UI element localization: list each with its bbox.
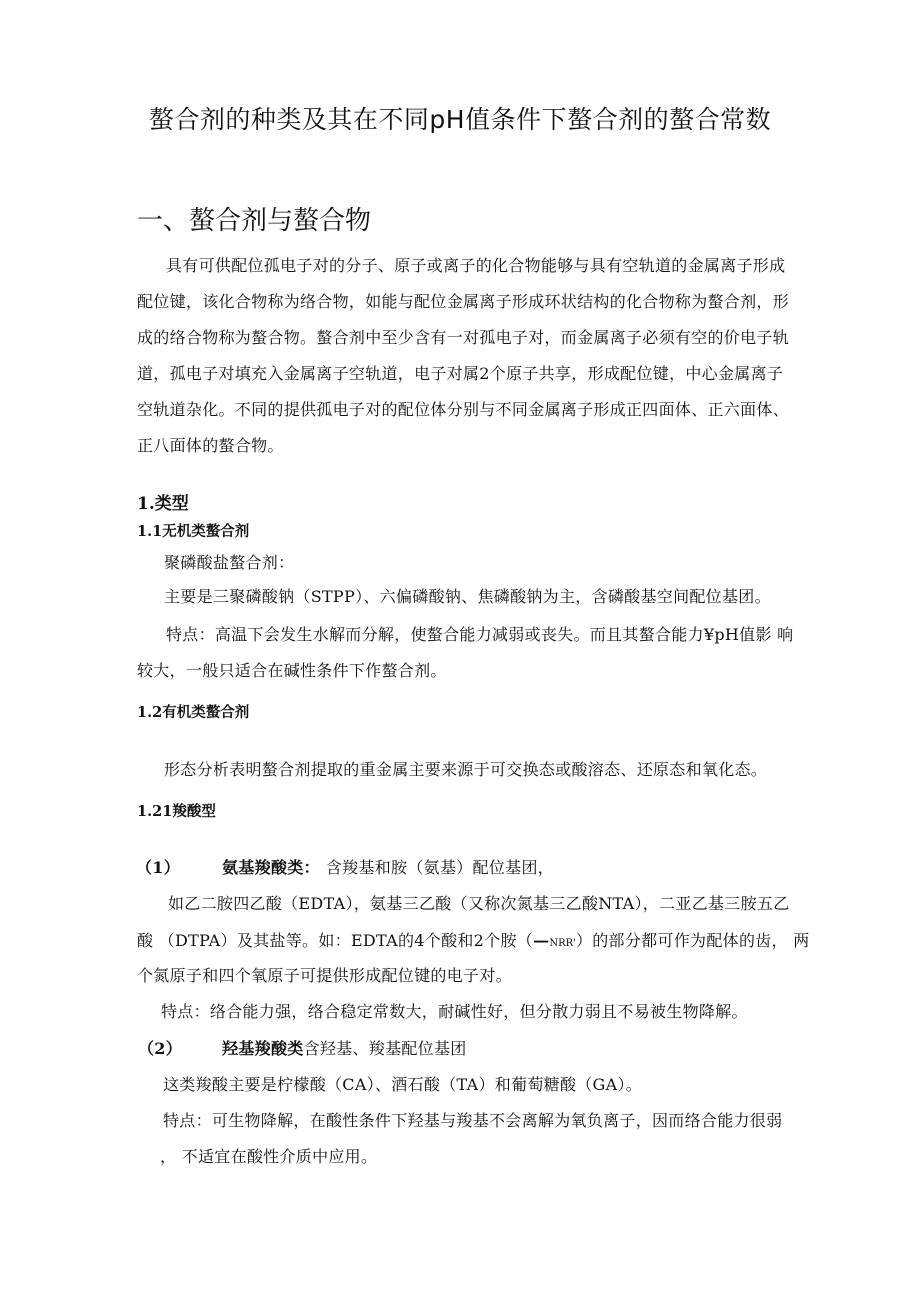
text-polyphosphate: 聚磷酸盐螯合剂： — [164, 553, 295, 572]
item1-name: 氨基羧酸类： — [222, 858, 320, 877]
text-morphology-analysis: 形态分析表明螯合剂提取的重金属主要来源于可交换态或酸溶态、还原态和氧化态。 — [164, 760, 768, 779]
item1-number: （1） — [136, 858, 181, 877]
item1-text-part: 酸 （DTPA）及其盐等。如：EDTA的4个酸和2个胺（ — [137, 931, 534, 950]
item2-desc: 含羟基、羧基配位基团 — [303, 1039, 467, 1058]
text-polyphosphate-main: 主要是三聚磷酸钠（STPP）、六偏磷酸钠、焦磷酸钠为主，含磷酸基空间配位基团。 — [164, 587, 771, 606]
heading-carboxylic-type: 1.21羧酸型 — [137, 803, 216, 820]
item1-feature: 特点：络合能力强，络合稳定常数大，耐碱性好，但分散力弱且不易被生物降解。 — [161, 1002, 748, 1021]
paragraph-line: 成的络合物称为螯合物。螯合剂中至少含有一对孤电子对，而金属离子必须有空的价电子轨 — [137, 328, 790, 347]
text-polyphosphate-feature: 特点：高温下会发生水解而分解，使螯合能力减弱或丧失。而且其螯合能力¥pH值影 响 — [166, 625, 794, 644]
paragraph-line: 空轨道杂化。不同的提供孤电子对的配位体分别与不同金属离子形成正四面体、正六面体、 — [137, 400, 790, 419]
item2-feature: 特点：可生物降解，在酸性条件下羟基与羧基不会离解为氧负离子，因而络合能力很弱 — [163, 1111, 783, 1130]
heading-organic-chelators: 1.2有机类螯合剂 — [137, 704, 250, 721]
item2-line — [138, 1036, 467, 1059]
item1-line — [136, 855, 554, 878]
text-polyphosphate-feature-cont: 较大，一般只适合在碱性条件下作螯合剂。 — [137, 661, 447, 680]
section-heading-chelator-and-chelate: 一、螯合剂与螯合物 — [137, 206, 372, 236]
item1-text-part: ）的部分都可作为配体的齿， 两 — [575, 931, 810, 950]
item2-number: （2） — [138, 1039, 183, 1058]
paragraph-line: 道，孤电子对填充入金属离子空轨道，电子对属2个原子共享，形成配位键，中心金属离子 — [137, 364, 784, 383]
dash-symbol: — — [533, 931, 550, 950]
heading-inorganic-chelators: 1.1无机类螯合剂 — [137, 523, 250, 540]
item1-text-line: 个氮原子和四个氧原子可提供形成配位键的电子对。 — [137, 966, 512, 985]
heading-types: 1.类型 — [137, 494, 189, 514]
paragraph-line: 正八面体的螯合物。 — [137, 436, 284, 455]
item1-text-line: 如乙二胺四乙酸（EDTA），氨基三乙酸（又称次氮基三乙酸NTA），二亚乙基三胺五乙 — [168, 894, 790, 913]
item1-text-line — [137, 928, 810, 951]
nrr-label: NRR' — [549, 938, 576, 949]
item1-desc: 含羧基和胺（氨基）配位基团， — [325, 858, 555, 877]
paragraph-line: 具有可供配位孤电子对的分子、原子或离子的化合物能够与具有空轨道的金属离子形成 — [166, 256, 786, 275]
item2-text-line: 这类羧酸主要是柠檬酸（CA）、酒石酸（TA）和葡萄糖酸（GA）。 — [163, 1075, 643, 1094]
item2-name: 羟基羧酸类 — [222, 1039, 304, 1058]
document-title: 螯合剂的种类及其在不同pH值条件下螯合剂的螯合常数 — [148, 105, 772, 134]
item2-feature-cont: ， 不适宜在酸性介质中应用。 — [160, 1147, 378, 1166]
paragraph-line: 配位键，该化合物称为络合物，如能与配位金属离子形成环状结构的化合物称为螯合剂，形 — [137, 292, 790, 311]
